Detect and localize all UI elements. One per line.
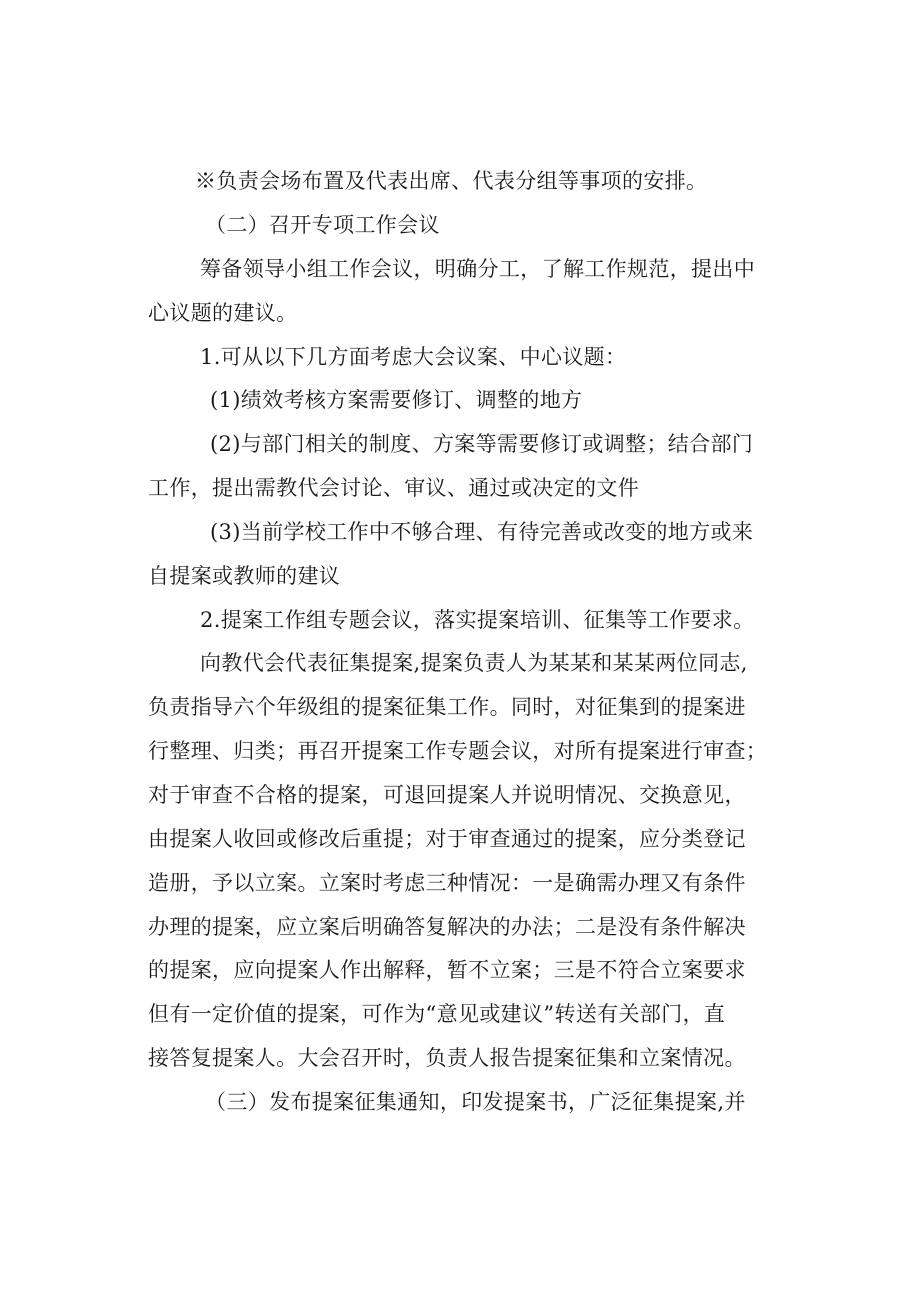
paragraph-line: 负责指导六个年级组的提案征集工作。同时，对征集到的提案进 (148, 695, 746, 719)
paragraph-line: 自提案或教师的建议 (148, 564, 341, 588)
list-item: 2.提案工作组专题会议，落实提案培训、征集等工作要求。 (200, 608, 755, 632)
paragraph-line: 的提案，应向提案人作出解释，暂不立案；三是不符合立案要求 (148, 958, 746, 982)
paragraph-line: 心议题的建议。 (148, 301, 298, 325)
paragraph-line: 对于审查不合格的提案，可退回提案人并说明情况、交换意见， (148, 783, 746, 807)
paragraph-line: 造册，予以立案。立案时考虑三种情况：一是确需办理又有条件 (148, 871, 746, 895)
paragraph-line: ※负责会场布置及代表出席、代表分组等事项的安排。 (195, 169, 708, 193)
paragraph-line: 工作，提出需教代会讨论、审议、通过或决定的文件 (148, 476, 640, 500)
list-item: (1)绩效考核方案需要修订、调整的地方 (210, 388, 583, 412)
list-item: (2)与部门相关的制度、方案等需要修订或调整；结合部门 (210, 432, 754, 456)
list-item: 1.可从以下几方面考虑大会议案、中心议题： (200, 345, 627, 369)
paragraph-line: 办理的提案，应立案后明确答复解决的办法；二是没有条件解决 (148, 915, 746, 939)
section-heading: （二）召开专项工作会议 (205, 213, 440, 237)
section-heading: （三）发布提案征集通知，印发提案书，广泛征集提案,并 (205, 1090, 746, 1114)
paragraph-line: 但有一定价值的提案，可作为“意见或建议”转送有关部门，直 (148, 1002, 726, 1026)
paragraph-line: 向教代会代表征集提案,提案负责人为某某和某某两位同志, (200, 651, 748, 675)
paragraph-line: 接答复提案人。大会召开时，负责人报告提案征集和立案情况。 (148, 1046, 746, 1070)
paragraph-line: 行整理、归类；再召开提案工作专题会议，对所有提案进行审查； (148, 739, 768, 763)
list-item: (3)当前学校工作中不够合理、有待完善或改变的地方或来 (210, 520, 754, 544)
paragraph-line: 筹备领导小组工作会议，明确分工，了解工作规范，提出中 (200, 257, 756, 281)
paragraph-line: 由提案人收回或修改后重提；对于审查通过的提案，应分类登记 (148, 827, 746, 851)
